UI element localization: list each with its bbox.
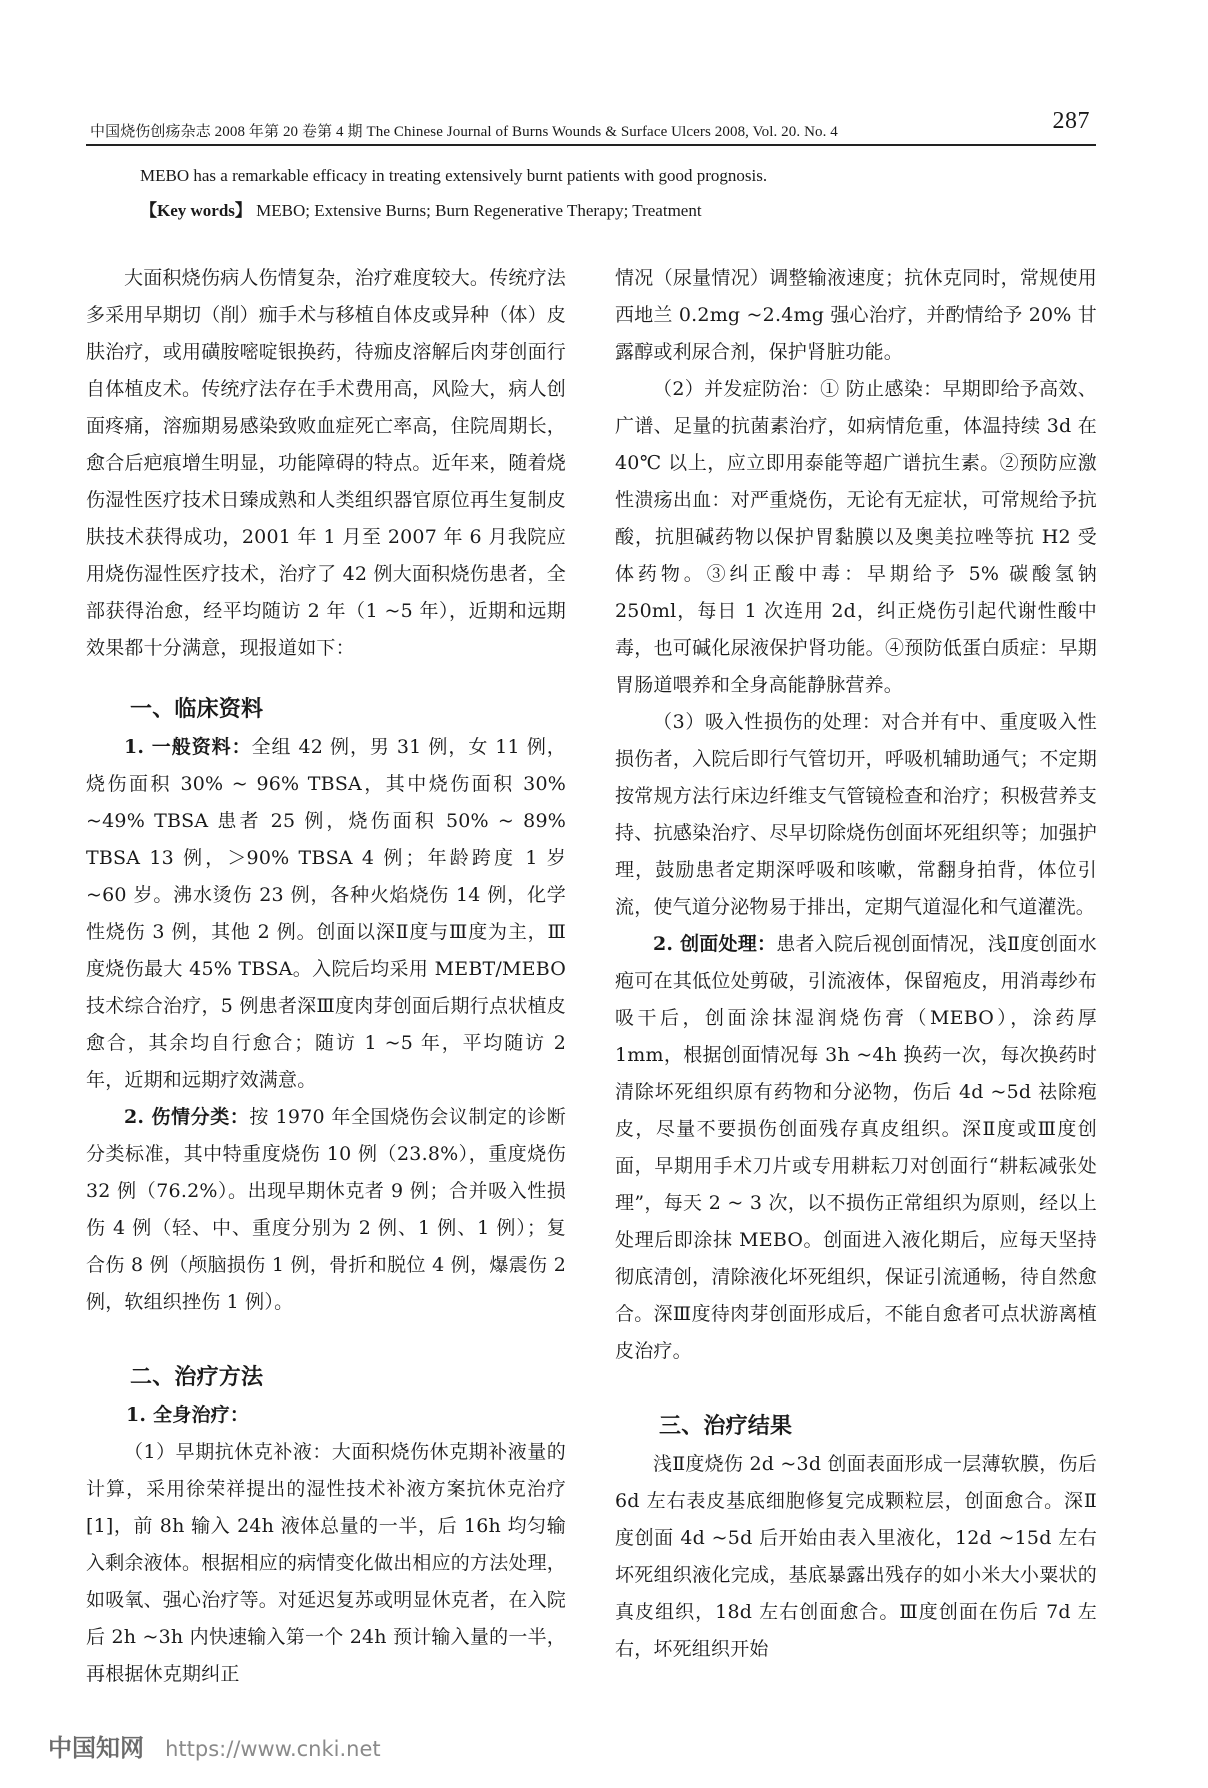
wound-care-text: 患者入院后视创面情况，浅Ⅱ度创面水疱可在其低位处剪破，引流液体，保留疱皮，用消毒纱布吸干后，创面涂抹湿润烧伤膏（MEBO），涂药厚 1mm，根据创面情况每 3h ~4h 换药一次，每次换药时清除坏死组织原有药物和分泌物，伤后 4d ~5d 祛除疱皮，尽量不要损伤创面残存真皮组织。深Ⅱ度或Ⅲ度创面，早期用手术刀片或专用耕耘刀对创面行“耕耘减张处理”，每天 2 ~ 3 次，以不损伤正常组织为原则，经以上处理后即涂抹 MEBO。创面进入液化期后，应每天坚持彻底清创，清除液化坏死组织，保证引流通畅，待自然愈合。深Ⅲ度待肉芽创面形成后，不能自愈者可点状游离植皮治疗。 — [615, 933, 1097, 1362]
left-column — [86, 260, 566, 1693]
injury-classification-paragraph — [86, 1099, 566, 1321]
general-data-text: 全组 42 例，男 31 例，女 11 例，烧伤面积 30% ~ 96% TBSA，其中烧伤面积 30% ~49% TBSA 患者 25 例，烧伤面积 50% ~ 89% TBSA 13 例，＞90% TBSA 4 例；年龄跨度 1 岁 ~60 岁。沸水烫伤 23 例，各种火焰烧伤 14 例，化学性烧伤 3 例，其他 2 例。创面以深Ⅱ度与Ⅲ度为主，Ⅲ 度烧伤最大 45% TBSA。入院后均采用 MEBT/MEBO 技术综合治疗，5 例患者深Ⅲ度肉芽创面后期行点状植皮愈合，其余均自行愈合；随访 1 ~5 年，平均随访 2 年，近期和远期疗效满意。 — [86, 736, 566, 1091]
section-2-heading: 二、治疗方法 — [130, 1364, 264, 1390]
cnki-watermark — [48, 1728, 381, 1763]
systemic-treatment-heading: 1. 全身治疗： — [126, 1404, 250, 1426]
keywords-label: 【Key words】 — [140, 201, 252, 220]
inhalation-injury-paragraph: （3）吸入性损伤的处理：对合并有中、重度吸入性损伤者，入院后即行气管切开，呼吸机辅助通气；不定期按常规方法行床边纤维支气管镜检查和治疗；积极营养支持、抗感染治疗、尽早切除烧伤创面坏死组织等；加强护理，鼓励患者定期深呼吸和咳嗽，常翻身拍背，体位引流，使气道分泌物易于排出，定期气道湿化和气道灌洗。 — [615, 711, 1097, 918]
intro-paragraph: 大面积烧伤病人伤情复杂，治疗难度较大。传统疗法多采用早期切（削）痂手术与移植自体皮或异种（体）皮肤治疗，或用磺胺嘧啶银换药，待痂皮溶解后肉芽创面行自体植皮术。传统疗法存在手术费用高，风险大，病人创面疼痛，溶痂期易感染致败血症死亡率高，住院周期长，愈合后疤痕增生明显，功能障碍的特点。近年来，随着烧伤湿性医疗技术日臻成熟和人类组织器官原位再生复制皮肤技术获得成功，2001 年 1 月至 2007 年 6 月我院应用烧伤湿性医疗技术，治疗了 42 例大面积烧伤患者，全部获得治愈，经平均随访 2 年（1 ~5 年），近期和远期效果都十分满意，现报道如下： — [86, 267, 567, 659]
complication-paragraph: （2）并发症防治：① 防止感染：早期即给予高效、广谱、足量的抗菌素治疗，如病情危重，体温持续 3d 在 40℃ 以上，应立即用泰能等超广谱抗生素。②预防应激性溃疡出血：对严重烧伤，无论有无症状，可常规给予抗酸，抗胆碱药物以保护胃黏膜以及奥美拉唑等抗 H2 受体药物。③纠正酸中毒：早期给予 5% 碳酸氢钠 250ml，每日 1 次连用 2d，纠正烧伤引起代谢性酸中毒，也可碱化尿液保护肾功能。④预防低蛋白质症：早期胃肠道喂养和全身高能静脉营养。 — [615, 378, 1097, 696]
cnki-url: https://www.cnki.net — [165, 1737, 381, 1761]
injury-classification-label: 2. 伤情分类： — [124, 1106, 250, 1128]
wound-care-label: 2. 创面处理： — [653, 933, 777, 955]
right-column — [615, 260, 1097, 1668]
injury-classification-text: 按 1970 年全国烧伤会议制定的诊断分类标准，其中特重度烧伤 10 例（23.8%），重度烧伤 32 例（76.2%）。出现早期休克者 9 例；合并吸入性损伤 4 例（轻、中、重度分别为 2 例、1 例、1 例）；复合伤 8 例（颅脑损伤 1 例，骨折和脱位 4 例，爆震伤 2 例，软组织挫伤 1 例）。 — [86, 1106, 567, 1313]
section-3-heading: 三、治疗结果 — [659, 1413, 793, 1439]
fluid-adjust-paragraph: 情况（尿量情况）调整输液速度；抗休克同时，常规使用西地兰 0.2mg ~2.4mg 强心治疗，并酌情给予 20% 甘露醇或利尿合剂，保护肾脏功能。 — [615, 267, 1097, 363]
keywords-text: MEBO; Extensive Burns; Burn Regenerative Therapy; Treatment — [251, 201, 702, 220]
running-header — [86, 108, 1096, 146]
section-1-heading: 一、临床资料 — [130, 696, 264, 722]
page-number: 287 — [1052, 108, 1090, 134]
results-paragraph: 浅Ⅱ度烧伤 2d ~3d 创面表面形成一层薄软膜，伤后 6d 左右表皮基底细胞修复完成颗粒层，创面愈合。深Ⅱ度创面 4d ~5d 后开始由表入里液化，12d ~15d 左右坏死组织液化完成，基底暴露出残存的如小米大小粟状的真皮组织，18d 左右创面愈合。Ⅲ度创面在伤后 7d 左右，坏死组织开始 — [615, 1453, 1097, 1660]
anti-shock-paragraph: （1）早期抗休克补液：大面积烧伤休克期补液量的计算，采用徐荣祥提出的湿性技术补液方案抗休克治疗[1]，前 8h 输入 24h 液体总量的一半，后 16h 均匀输入剩余液体。根据相应的病情变化做出相应的方法处理，如吸氧、强心治疗等。对延迟复苏或明显休克者，在入院后 2h ~3h 内快速输入第一个 24h 预计输入量的一半，再根据休克期纠正 — [86, 1441, 567, 1685]
keywords-line — [140, 196, 702, 221]
general-data-paragraph — [86, 729, 566, 1099]
general-data-label: 1. 一般资料： — [124, 736, 252, 758]
cnki-logo: 中国知网 — [48, 1734, 144, 1762]
wound-care-paragraph — [615, 926, 1097, 1370]
abstract-conclusion: MEBO has a remarkable efficacy in treating extensively burnt patients with good prognosis. — [140, 166, 768, 185]
header-journal-title: 中国烧伤创疡杂志 2008 年第 20 卷第 4 期 The Chinese Journal of Burns Wounds & Surface Ulcers 2008, Vol. 20. No. 4 — [90, 124, 838, 140]
